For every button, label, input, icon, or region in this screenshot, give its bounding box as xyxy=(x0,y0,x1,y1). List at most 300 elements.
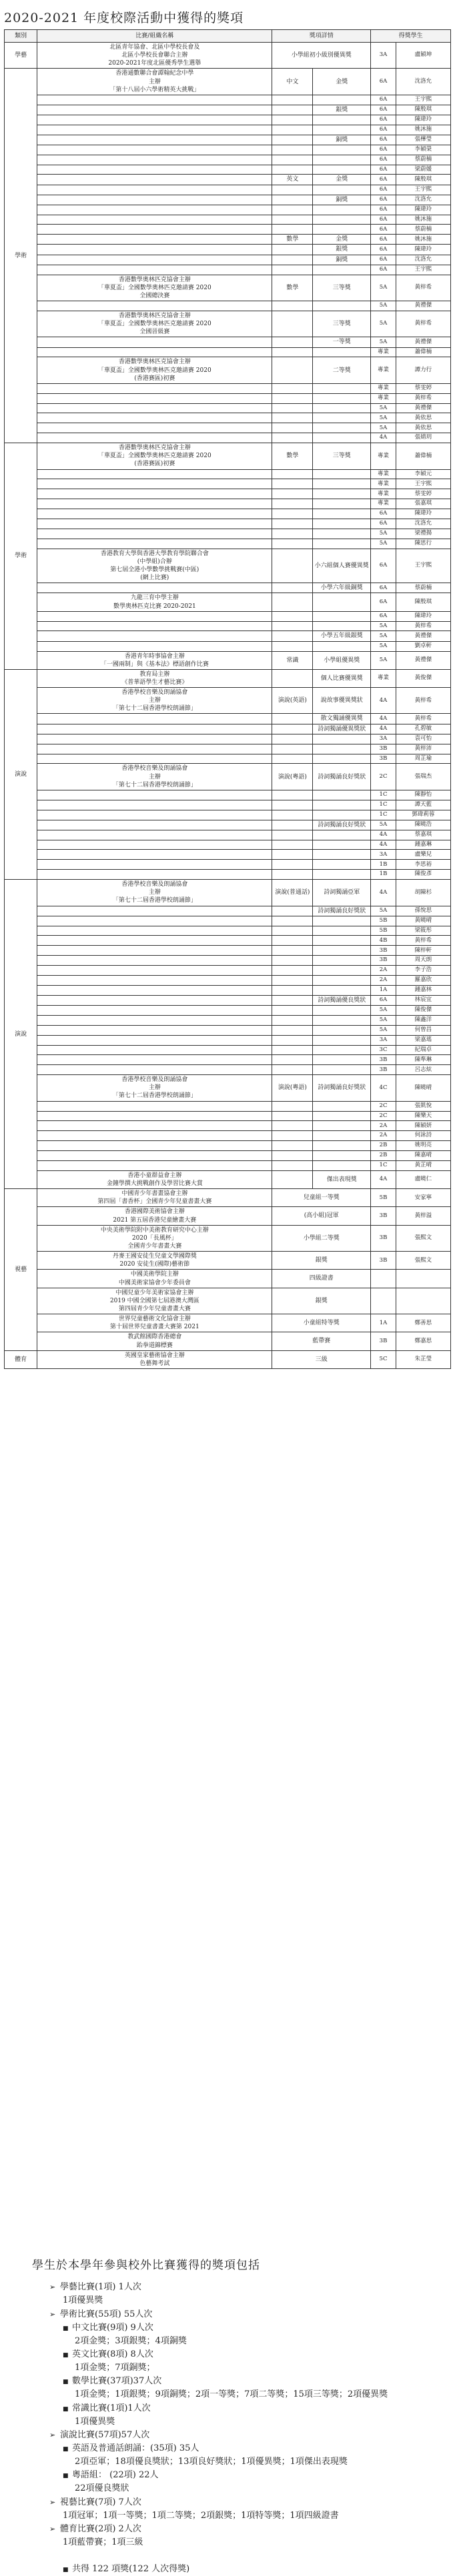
award-cell xyxy=(313,946,371,956)
subject-cell xyxy=(272,403,313,413)
subject-cell xyxy=(272,357,313,383)
class-cell: 2A xyxy=(371,1121,396,1131)
award-cell xyxy=(313,1131,371,1141)
competition-cell: 中國青少年書畫協會主辦 第四屆「書香杯」全國青少年兒童書畫大賽 xyxy=(37,1189,272,1207)
subject-cell: 數學 xyxy=(272,443,313,469)
summary-text: 粵語組： (22項) 22人 xyxy=(72,2470,159,2481)
subject-cell xyxy=(272,1151,313,1161)
class-cell: 6A xyxy=(371,245,396,255)
table-row xyxy=(5,499,451,509)
table-row xyxy=(5,714,451,724)
competition-cell xyxy=(37,906,272,916)
award-cell xyxy=(313,734,371,744)
subject-cell xyxy=(272,966,313,976)
student-name-cell: 王宇熙 xyxy=(396,185,450,195)
award-cell xyxy=(313,479,371,489)
student-name-cell: 沈洛允 xyxy=(396,195,450,205)
subject-cell: 演說(粵語) xyxy=(272,1075,313,1101)
competition-cell xyxy=(37,499,272,509)
student-name-cell: 陳樂天 xyxy=(396,1111,450,1121)
student-name-cell: 姚沐施 xyxy=(396,235,450,245)
competition-cell xyxy=(37,155,272,165)
table-row xyxy=(5,820,451,830)
table-row xyxy=(5,479,451,489)
subject-cell xyxy=(272,489,313,499)
competition-cell xyxy=(37,800,272,810)
award-cell xyxy=(313,347,371,357)
subject-cell xyxy=(272,469,313,479)
summary-text: 英文比賽(8項) 8人次 xyxy=(72,2349,153,2360)
student-name-cell xyxy=(396,1288,450,1314)
class-cell xyxy=(371,1270,396,1288)
class-cell: 4A xyxy=(371,1170,396,1188)
category-cell: 學術 xyxy=(5,69,37,443)
award-cell xyxy=(313,185,371,195)
table-row xyxy=(5,810,451,820)
subject-cell xyxy=(272,916,313,926)
class-cell: 2A xyxy=(371,1131,396,1141)
table-row xyxy=(5,175,451,185)
competition-cell: 香港學校音樂及朗誦協會 主辦 「第七十二屆香港學校朗誦節」 xyxy=(37,688,272,714)
student-name-cell: 王宇熙 xyxy=(396,479,450,489)
summary-line xyxy=(32,2482,446,2495)
table-row xyxy=(5,669,451,687)
award-cell: 三等獎 xyxy=(313,275,371,301)
award-cell xyxy=(313,810,371,820)
table-row xyxy=(5,976,451,986)
award-cell: 金獎 xyxy=(313,175,371,185)
student-name-cell: 陳穎妍 xyxy=(396,1121,450,1131)
award-cell xyxy=(313,225,371,235)
table-row xyxy=(5,880,451,906)
summary-text: 2項金獎；3項銀獎；4項銅獎 xyxy=(75,2335,187,2346)
subject-cell: 數學 xyxy=(272,235,313,245)
class-cell: 2B xyxy=(371,1141,396,1151)
class-cell: 1A xyxy=(371,985,396,995)
class-cell: 專業 xyxy=(371,469,396,479)
award-cell: 小學六年級銅獎 xyxy=(313,583,371,593)
student-name-cell: 沈洛允 xyxy=(396,519,450,529)
student-name-cell: 陳殷琪 xyxy=(396,175,450,185)
competition-cell xyxy=(37,423,272,433)
subject-cell xyxy=(272,347,313,357)
award-cell: 詩詞獨誦亞軍 xyxy=(313,880,371,906)
student-name-cell: 劉卓軒 xyxy=(396,641,450,651)
summary-line xyxy=(32,2388,446,2401)
table-row xyxy=(5,995,451,1005)
award-cell xyxy=(313,1121,371,1131)
page-title: 2020-2021 年度校際活動中獲得的獎項 xyxy=(4,11,244,25)
student-name-cell: 陳鑫洋 xyxy=(396,1015,450,1025)
student-name-cell: 陳思行 xyxy=(396,539,450,549)
arrow-bullet-icon: ➢ xyxy=(49,2497,56,2507)
award-cell xyxy=(313,205,371,215)
competition-cell xyxy=(37,936,272,946)
student-name-cell: 王宇熙 xyxy=(396,265,450,275)
table-row xyxy=(5,926,451,936)
competition-cell: 香港青年時事協會主辦 「一國兩制」與《基本法》標語創作比賽 xyxy=(37,651,272,669)
class-cell: 5B xyxy=(371,916,396,926)
table-row xyxy=(5,69,451,95)
award-cell xyxy=(313,155,371,165)
award-cell xyxy=(313,1005,371,1015)
subject-cell xyxy=(272,95,313,105)
competition-cell: 丹麥王國安徒生兒童文學國際獎 2020 安徒生(國際)藝術節 xyxy=(37,1252,272,1270)
competition-cell xyxy=(37,916,272,926)
award-cell xyxy=(313,1101,371,1111)
student-name-cell: 陳曉晴 xyxy=(396,1075,450,1101)
student-name-cell: 黃梓希 xyxy=(396,714,450,724)
class-cell: 6A xyxy=(371,995,396,1005)
competition-cell xyxy=(37,1055,272,1065)
student-name-cell: 蔡蔚楠 xyxy=(396,583,450,593)
summary-line xyxy=(32,2281,446,2294)
subject-cell xyxy=(272,754,313,764)
competition-cell xyxy=(37,1151,272,1161)
student-name-cell: 黃禮傑 xyxy=(396,301,450,311)
class-cell: 5A xyxy=(371,301,396,311)
subject-cell xyxy=(272,1035,313,1045)
competition-cell: 香港數學奧林匹克協會主辦 「華夏盃」全國數學奧林匹克邀請賽 2020 全國總決賽 xyxy=(37,275,272,301)
class-cell: 3B xyxy=(371,1207,396,1225)
header-students: 得獎學生 xyxy=(371,30,451,43)
competition-cell xyxy=(37,724,272,734)
competition-cell xyxy=(37,301,272,311)
subject-cell: 數學 xyxy=(272,275,313,301)
arrow-bullet-icon: ➢ xyxy=(49,2430,56,2439)
class-cell: 專業 xyxy=(371,357,396,383)
competition-cell xyxy=(37,583,272,593)
summary-text: 1項優異獎 xyxy=(63,2295,103,2306)
subject-cell xyxy=(272,1025,313,1035)
competition-cell xyxy=(37,145,272,155)
competition-cell xyxy=(37,956,272,966)
subject-cell xyxy=(272,593,313,611)
summary-text: 學藝比賽(1項) 1人次 xyxy=(60,2282,141,2293)
subject-cell xyxy=(272,734,313,744)
student-name-cell: 黃梓希 xyxy=(396,688,450,714)
award-cell: 小童組特等獎 xyxy=(272,1314,371,1332)
competition-cell xyxy=(37,433,272,443)
table-row xyxy=(5,1075,451,1101)
award-cell xyxy=(313,165,371,175)
summary-line xyxy=(32,2335,446,2348)
award-cell xyxy=(313,423,371,433)
category-cell: 學藝 xyxy=(5,43,37,69)
class-cell: 4C xyxy=(371,1075,396,1101)
student-name-cell: 蕭偉楠 xyxy=(396,347,450,357)
competition-cell xyxy=(37,185,272,195)
student-name-cell: 蔡雯婷 xyxy=(396,489,450,499)
subject-cell xyxy=(272,205,313,215)
table-row xyxy=(5,966,451,976)
summary-text: 英語及普通話朗誦：(35項) 35人 xyxy=(72,2443,199,2454)
class-cell: 3B xyxy=(371,946,396,956)
table-row xyxy=(5,1252,451,1270)
competition-cell: 英國皇家藝術協會主辦 色藝舞考試 xyxy=(37,1350,272,1368)
student-name-cell: 陳瑋玲 xyxy=(396,115,450,125)
table-row xyxy=(5,1189,451,1207)
table-row xyxy=(5,850,451,860)
student-name-cell: 姚明亮 xyxy=(396,1141,450,1151)
competition-cell xyxy=(37,125,272,135)
table-row xyxy=(5,1332,451,1350)
table-row xyxy=(5,688,451,714)
table-row xyxy=(5,357,451,383)
table-row xyxy=(5,235,451,245)
subject-cell xyxy=(272,800,313,810)
competition-cell xyxy=(37,1141,272,1151)
competition-cell xyxy=(37,205,272,215)
award-cell xyxy=(313,539,371,549)
student-name-cell: 鍾嘉林 xyxy=(396,985,450,995)
class-cell: 5A xyxy=(371,403,396,413)
square-bullet-icon: ■ xyxy=(63,2567,69,2574)
subject-cell xyxy=(272,906,313,916)
award-cell: 小六組個人賽優異獎 xyxy=(313,549,371,583)
competition-cell xyxy=(37,215,272,225)
competition-cell xyxy=(37,115,272,125)
category-cell: 體育 xyxy=(5,1350,37,1368)
competition-cell xyxy=(37,175,272,185)
award-cell xyxy=(313,1065,371,1075)
award-cell xyxy=(313,529,371,539)
summary-line xyxy=(32,2563,446,2576)
class-cell: 6A xyxy=(371,265,396,275)
class-cell: 6A xyxy=(371,165,396,175)
competition-cell xyxy=(37,347,272,357)
subject-cell xyxy=(272,830,313,840)
student-name-cell: 盧曉仁 xyxy=(396,1170,450,1188)
student-name-cell: 孔碧敏 xyxy=(396,724,450,734)
competition-cell xyxy=(37,1065,272,1075)
table-row xyxy=(5,936,451,946)
table-row xyxy=(5,906,451,916)
competition-cell: 香港學校音樂及朗誦協會 主辦 「第七十二屆香港學校朗誦節」 xyxy=(37,764,272,790)
table-row xyxy=(5,529,451,539)
table-row xyxy=(5,383,451,393)
summary-line xyxy=(32,2549,446,2563)
subject-cell xyxy=(272,714,313,724)
class-cell: 3B xyxy=(371,754,396,764)
class-cell: 3B xyxy=(371,1055,396,1065)
table-row xyxy=(5,433,451,443)
competition-cell xyxy=(37,995,272,1005)
header-competition: 比賽/組織名稱 xyxy=(37,30,272,43)
class-cell: 6A xyxy=(371,135,396,145)
class-cell: 2C xyxy=(371,1101,396,1111)
competition-cell xyxy=(37,165,272,175)
class-cell: 4A xyxy=(371,840,396,850)
competition-cell xyxy=(37,946,272,956)
competition-cell xyxy=(37,1035,272,1045)
student-name-cell: 蔡蔚楠 xyxy=(396,155,450,165)
subject-cell xyxy=(272,393,313,403)
summary-lines xyxy=(32,2281,446,2576)
subject-cell: 演說(粵語) xyxy=(272,764,313,790)
competition-cell xyxy=(37,1015,272,1025)
award-cell xyxy=(313,1055,371,1065)
award-cell xyxy=(313,840,371,850)
subject-cell xyxy=(272,820,313,830)
table-row xyxy=(5,724,451,734)
award-cell: 詩詞獨誦優良獎狀 xyxy=(313,995,371,1005)
class-cell: 4A xyxy=(371,688,396,714)
class-cell: 6A xyxy=(371,583,396,593)
competition-cell xyxy=(37,734,272,744)
subject-cell xyxy=(272,145,313,155)
table-row xyxy=(5,519,451,529)
competition-cell xyxy=(37,489,272,499)
student-name-cell: 周天朗 xyxy=(396,956,450,966)
award-cell xyxy=(313,95,371,105)
class-cell: 專業 xyxy=(371,443,396,469)
competition-cell xyxy=(37,830,272,840)
class-cell: 1C xyxy=(371,810,396,820)
award-cell: 銀獎 xyxy=(313,105,371,115)
award-cell xyxy=(313,830,371,840)
award-cell xyxy=(313,393,371,403)
student-name-cell: 梁嘉瑤 xyxy=(396,1035,450,1045)
table-row xyxy=(5,255,451,265)
subject-cell xyxy=(272,423,313,433)
subject-cell xyxy=(272,245,313,255)
table-row xyxy=(5,946,451,956)
student-name-cell: 何曾昌 xyxy=(396,1025,450,1035)
subject-cell xyxy=(272,850,313,860)
competition-cell xyxy=(37,621,272,631)
table-row xyxy=(5,1101,451,1111)
summary-line xyxy=(32,2429,446,2442)
competition-cell: 教育局主辦 《普華語學生才藝比賽》 xyxy=(37,669,272,687)
competition-cell xyxy=(37,985,272,995)
table-row xyxy=(5,105,451,115)
class-cell: 6A xyxy=(371,593,396,611)
competition-cell: 香港學校音樂及朗誦協會 主辦 「第七十二屆香港學校朗誦節」 xyxy=(37,880,272,906)
subject-cell xyxy=(272,1160,313,1170)
table-row xyxy=(5,509,451,519)
competition-cell xyxy=(37,337,272,347)
table-row xyxy=(5,764,451,790)
class-cell: 5B xyxy=(371,1189,396,1207)
award-cell: 說故事優異獎狀 xyxy=(313,688,371,714)
competition-cell: 中國美術學院主辦 中國美術家協會少年委員會 xyxy=(37,1270,272,1288)
table-row xyxy=(5,1111,451,1121)
class-cell: 6A xyxy=(371,145,396,155)
square-bullet-icon: ■ xyxy=(63,2405,69,2413)
student-name-cell: 黃依思 xyxy=(396,423,450,433)
student-name-cell: 黃梓希 xyxy=(396,621,450,631)
student-name-cell: 何詠詩 xyxy=(396,1131,450,1141)
student-name-cell: 王宇熙 xyxy=(396,549,450,583)
table-row xyxy=(5,621,451,631)
class-cell: 5A xyxy=(371,529,396,539)
table-row xyxy=(5,1015,451,1025)
student-name-cell: 梁蔚媛 xyxy=(396,165,450,175)
summary-text: 共得 122 項獎(122 人次得獎) xyxy=(72,2564,190,2575)
class-cell: 3B xyxy=(371,744,396,754)
award-cell: 銅獎 xyxy=(313,195,371,205)
table-row xyxy=(5,1207,451,1225)
student-name-cell: 姚沐施 xyxy=(396,125,450,135)
summary-text: 1項藍帶賽；1項三級 xyxy=(63,2537,143,2548)
subject-cell xyxy=(272,724,313,734)
class-cell: 6A xyxy=(371,195,396,205)
subject-cell: 常識 xyxy=(272,651,313,669)
award-cell: 藍帶賽 xyxy=(272,1332,371,1350)
student-name-cell: 沈洛允 xyxy=(396,255,450,265)
class-cell: 專業 xyxy=(371,347,396,357)
class-cell: 1B xyxy=(371,870,396,880)
competition-cell xyxy=(37,519,272,529)
table-row xyxy=(5,1005,451,1015)
class-cell: 3B xyxy=(371,956,396,966)
competition-cell xyxy=(37,265,272,275)
competition-cell: 香港通數聯合會譚翰紀念中學 主辦 「第十八屆小六學術精英大挑戰」 xyxy=(37,69,272,95)
competition-cell xyxy=(37,714,272,724)
table-row xyxy=(5,631,451,641)
summary-text: 常識比賽(1項)1人次 xyxy=(72,2403,151,2413)
category-cell: 演說 xyxy=(5,880,37,1189)
class-cell: 4A xyxy=(371,714,396,724)
competition-cell xyxy=(37,1005,272,1015)
award-cell: 小學五年級銀獎 xyxy=(313,631,371,641)
subject-cell xyxy=(272,499,313,509)
summary-section xyxy=(32,2257,446,2576)
class-cell: 5A xyxy=(371,621,396,631)
table-row xyxy=(5,1055,451,1065)
award-cell xyxy=(313,936,371,946)
square-bullet-icon: ■ xyxy=(63,2352,69,2359)
student-name-cell: 譚力行 xyxy=(396,357,450,383)
student-name-cell: 黃禮傑 xyxy=(396,403,450,413)
award-cell xyxy=(313,145,371,155)
summary-text: 學術比賽(55項) 55人次 xyxy=(60,2309,153,2319)
summary-text: 數學比賽(37項)37人次 xyxy=(72,2376,162,2387)
competition-cell: 香港小童群益會主辦 金鐘學撰大挑戰創作及學習比賽大賞 xyxy=(37,1170,272,1188)
class-cell xyxy=(371,1288,396,1314)
class-cell: 6A xyxy=(371,125,396,135)
student-name-cell: 陳梓軒 xyxy=(396,946,450,956)
competition-cell xyxy=(37,754,272,764)
table-row xyxy=(5,860,451,870)
competition-cell xyxy=(37,393,272,403)
class-cell: 3B xyxy=(371,1065,396,1075)
subject-cell: 英文 xyxy=(272,175,313,185)
class-cell: 6A xyxy=(371,611,396,621)
student-name-cell: 蔡嘉琪 xyxy=(396,830,450,840)
student-name-cell: 陳瑋玲 xyxy=(396,245,450,255)
award-cell: 銅獎 xyxy=(313,135,371,145)
subject-cell xyxy=(272,125,313,135)
subject-cell xyxy=(272,1005,313,1015)
class-cell: 6A xyxy=(371,255,396,265)
class-cell: 4A xyxy=(371,830,396,840)
class-cell: 1A xyxy=(371,1314,396,1332)
subject-cell xyxy=(272,1170,313,1188)
summary-text: 中文比賽(9項) 9人次 xyxy=(72,2322,153,2333)
subject-cell xyxy=(272,549,313,583)
subject-cell xyxy=(272,810,313,820)
student-name-cell: 李子浩 xyxy=(396,966,450,976)
award-cell: 兒童組一等獎 xyxy=(272,1189,371,1207)
class-cell: 5A xyxy=(371,651,396,669)
student-name-cell: 安家寧 xyxy=(396,1189,450,1207)
student-name-cell: 張凱悅 xyxy=(396,1101,450,1111)
subject-cell xyxy=(272,155,313,165)
student-name-cell: 黃依思 xyxy=(396,413,450,423)
award-cell xyxy=(313,125,371,135)
